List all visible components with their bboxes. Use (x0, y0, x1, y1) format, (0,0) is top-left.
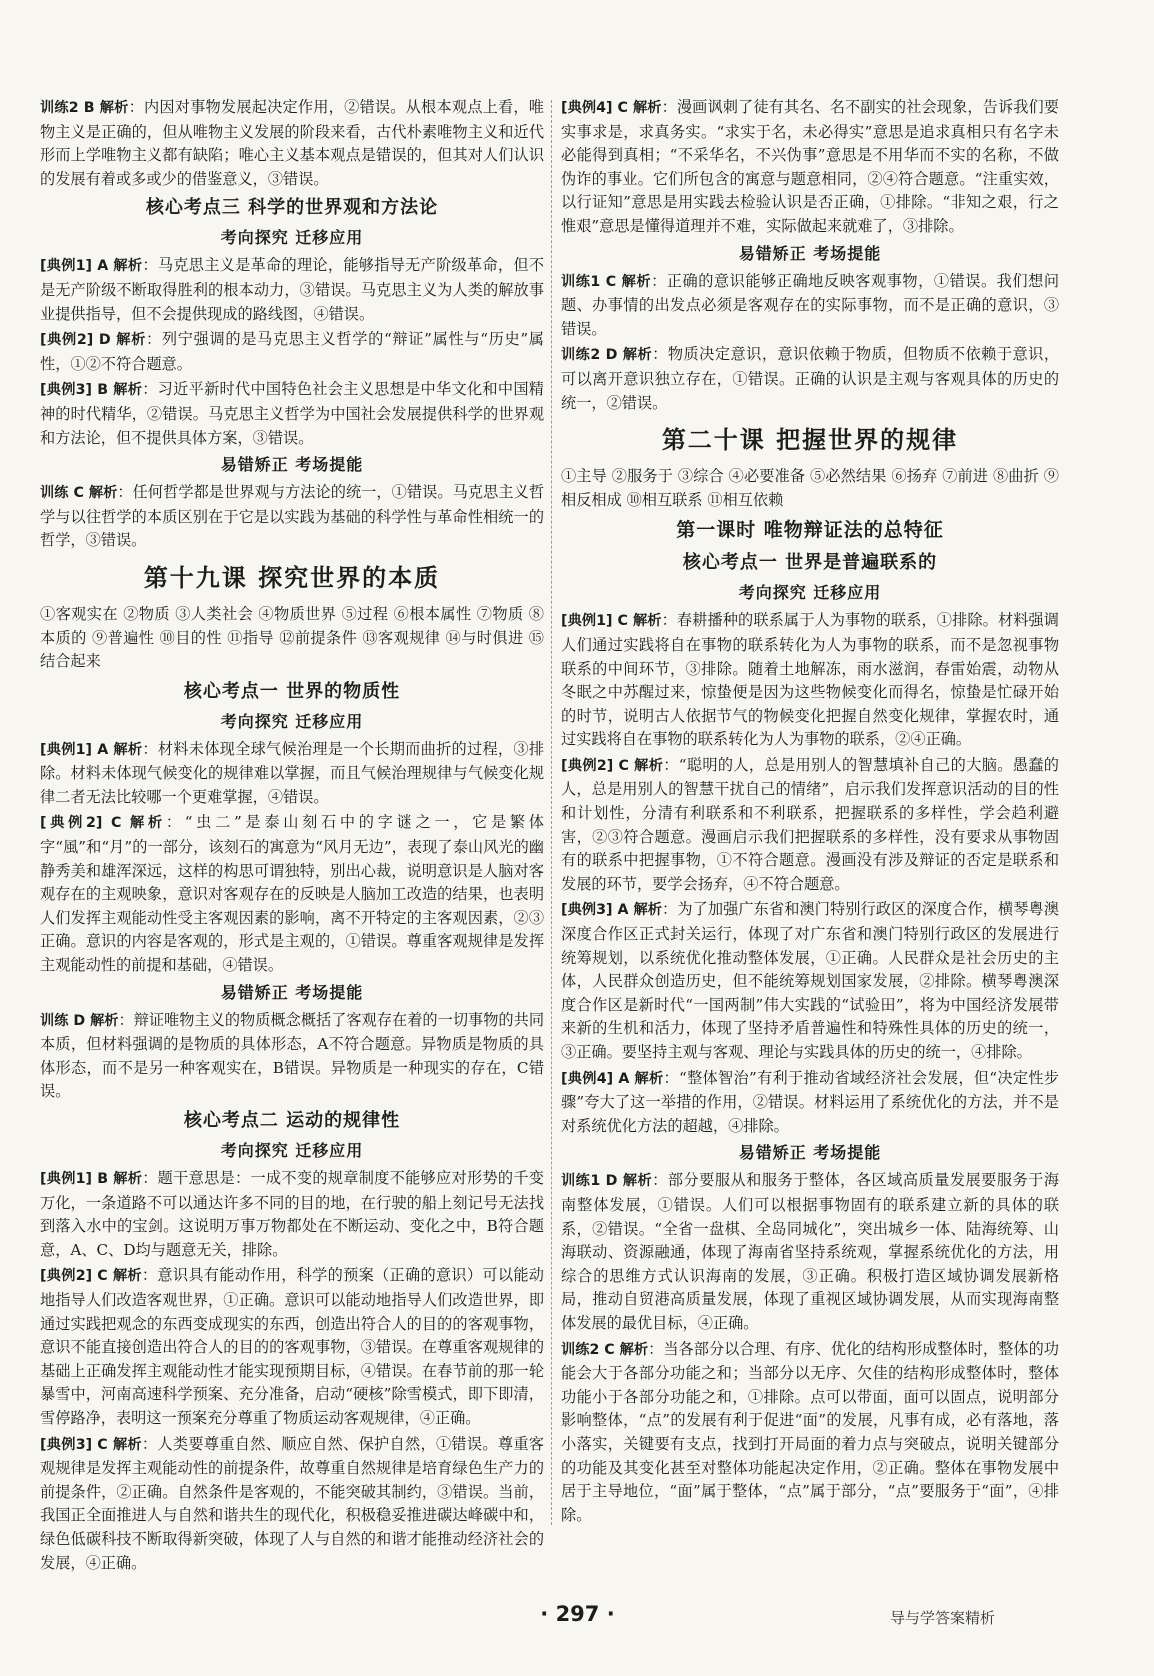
answer-text: ：内因对事物发展起决定作用，②错误。从根本观点上看，唯物主义是正确的，但从唯物主义发展的阶段来看，古代朴素唯物主义和近代形而上学唯物主义都有缺陷；唯心主义基本观点是错误的，但其对人们认识的发展有着或多或少的借鉴意义，③错误。 (40, 98, 544, 188)
left-column (40, 96, 544, 1577)
answer-text: ：列宁强调的是马克思主义哲学的“辩证”属性与“历史”属性，①②不符合题意。 (40, 330, 544, 373)
answer-label: [典例3] C 解析 (40, 1436, 142, 1453)
section-subheading: 易错矫正 考场提能 (220, 455, 364, 475)
example-answer (40, 328, 544, 376)
answer-label: 训练 C 解析 (40, 485, 118, 502)
answer-text: ：“虫二”是泰山刻石中的字谜之一，它是繁体字“風”和“月”的一部分，该刻石的寓意为“风月无边”，表现了泰山风光的幽静秀美和雄浑深远，这样的构思可谓独特，别出心裁，说明意识是人脑对客观存在的主观映象，意识对客观存在的反映是人脑加工改造的结果，也表明人们发挥主观能动性受主客观因素的影响，离不开特定的主客观因素，②③正确。意识的内容是客观的，形式是主观的，①错误。尊重客观规律是发挥主观能动性的前提和基础，④错误。 (40, 813, 544, 975)
answer-text: ：正确的意识能够正确地反映客观事物，①错误。我们想问题、办事情的出发点必须是客观存在的实际事物，而不是正确的意识，③错误。 (561, 271, 1060, 338)
example-answer (40, 378, 544, 450)
answer-label: [典例2] C 解析 (40, 815, 166, 832)
example-answer (561, 96, 1059, 239)
column-divider (551, 100, 552, 1525)
answer-label: [典例1] A 解析 (40, 741, 143, 758)
training-answer (561, 1338, 1059, 1528)
example-answer (40, 811, 544, 977)
answer-label: 训练 D 解析 (40, 1012, 119, 1029)
training-answer (561, 343, 1059, 415)
book-title: 导与学答案精析 (890, 1609, 996, 1627)
section-subheading: 考向探究 迁移应用 (220, 1141, 364, 1160)
answer-text: ：任何哲学都是世界观与方法论的统一，①错误。马克思主义哲学与以往哲学的本质区别在于它是以实践为基础的科学性与革命性相统一的哲学，③错误。 (40, 483, 545, 550)
answer-label: [典例2] D 解析 (40, 332, 146, 349)
section-subheading: 考向探究 迁移应用 (738, 583, 882, 603)
answer-label: [典例3] A 解析 (561, 902, 663, 919)
section-subheading: 考向探究 迁移应用 (220, 711, 364, 731)
example-answer (40, 1433, 544, 1576)
answer-label: 训练1 C 解析 (561, 273, 652, 290)
answer-text: ：漫画讽刺了徒有其名、名不副实的社会现象，告诉我们要实事求是，求真务实。“求实于名，未必得实”意思是追求真相只有名字未必能得到真相；“不采华名，不兴伪事”意思是不用华而不实的名称，不做伪诈的事业。它们所包含的寓意与题意相同，②④符合题意。“注重实效，以行证知”意思是用实践去检验认识是否正确，①排除。“非知之艰，行之惟艰”意思是懂得道理并不难，实际做起来就难了，③排除。 (561, 98, 1059, 235)
answer-label: [典例2] C 解析 (561, 757, 664, 774)
answer-label: [典例3] B 解析 (40, 382, 143, 399)
core-point-heading: 核心考点一 世界是普遍联系的 (682, 552, 938, 574)
fill-in-answers: ①主导 ②服务于 ③综合 ④必要准备 ⑤必然结果 ⑥扬弃 ⑦前进 ⑧曲折 ⑨相反相成 ⑩相互联系 ⑪相互依赖 (561, 467, 1059, 509)
answer-label: [典例4] A 解析 (561, 1070, 664, 1087)
answer-text: ：习近平新时代中国特色社会主义思想是中华文化和中国精神的时代精华，②错误。马克思主义哲学为中国社会发展提供科学的世界观和方法论，但不提供具体方案，③错误。 (40, 380, 544, 447)
training-answer (40, 1009, 544, 1104)
answer-text: ：意识具有能动作用，科学的预案（正确的意识）可以能动地指导人们改造客观世界，①正确。意识可以能动地指导人们改造世界，即通过实践把观念的东西变成现实的东西，创造出符合人的目的的客观事物，意识不能直接创造出符合人的目的的客观事物，③错误。在尊重客观规律的基础上正确发挥主观能动性才能实现预期目标，④错误。在春节前的那一轮暴雪中，河南高速科学预案、充分准备，启动“硬核”除雪模式，即下即清，雪停路净，表明这一预案充分尊重了物质运动客观规律，④正确。 (40, 1266, 544, 1427)
period-title: 第一课时 唯物辩证法的总特征 (676, 519, 944, 542)
answer-label: [典例2] C 解析 (40, 1268, 142, 1285)
example-answer (40, 1167, 544, 1262)
section-subheading: 易错矫正 考场提能 (220, 982, 364, 1002)
answer-text: ：“整体智治”有利于推动省域经济社会发展，但“决定性步骤”夸大了这一举措的作用，②错误。材料运用了系统优化的方法，并不是对系统优化方法的超越，④排除。 (561, 1068, 1060, 1135)
answer-text: ：题干意思是：一成不变的规章制度不能够应对形势的千变万化，一条道路不可以通达许多不同的目的地，在行驶的船上刻记号无法找到落入水中的宝剑。这说明万事万物都处在不断运动、变化之中，B符合题意，A、C、D均与题意无关，排除。 (40, 1169, 544, 1259)
lesson-title: 第二十课 把握世界的规律 (661, 426, 959, 455)
answer-label: 训练2 B 解析 (40, 100, 129, 116)
core-point-heading: 核心考点二 运动的规律性 (183, 1110, 401, 1131)
section-subheading: 考向探究 迁移应用 (220, 228, 364, 248)
section-subheading: 易错矫正 考场提能 (738, 243, 882, 263)
training-answer (561, 270, 1059, 342)
section-subheading: 易错矫正 考场提能 (738, 1143, 882, 1163)
right-column (561, 96, 1059, 1529)
answer-text: ：部分要服从和服务于整体，各区域高质量发展要服务于海南整体发展，①错误。人们可以根据事物固有的联系建立新的具体的联系，②错误。“全省一盘棋、全岛同城化”，突出城乡一体、陆海统筹、山海联动、资源融通，体现了海南省坚持系统观，掌握系统优化的方法，用综合的思维方式认识海南的发展，③正确。积极打造区域协调发展新格局，推动自贸港高质量发展，体现了重视区域协调发展，从而实现海南整体发展的最优目标，④正确。 (561, 1171, 1060, 1332)
example-answer (40, 254, 544, 326)
answer-label: [典例1] B 解析 (40, 1171, 143, 1187)
answer-text: ：“聪明的人，总是用别人的智慧填补自己的大脑。愚蠢的人，总是用别人的智慧干扰自己的情绪”，启示我们发挥意识活动的目的性和计划性，分清有利联系和不利联系，把握联系的多样性，学会趋利避害，②③符合题意。漫画启示我们把握联系的多样性，没有要求从事物固有的联系中把握事物，①不符合题意。漫画没有涉及辩证的否定是联系和发展的环节，要学会扬弃，④不符合题意。 (561, 755, 1059, 893)
example-answer (561, 754, 1059, 897)
core-point-heading: 核心考点三 科学的世界观和方法论 (145, 197, 439, 219)
page-number: · 297 · (540, 1602, 615, 1626)
answer-label: [典例1] A 解析 (40, 258, 143, 275)
training-answer (40, 481, 544, 553)
training-answer (40, 96, 544, 191)
answer-label: [典例4] C 解析 (561, 100, 662, 116)
example-answer (40, 1264, 544, 1430)
answer-text: ：辩证唯物主义的物质概念概括了客观存在着的一切事物的共同本质，但材料强调的是物质的具体形态，A不符合题意。异物质是物质的具体形态，而不是另一种客观实在，B错误。异物质是一种现实的存在，C错误。 (40, 1010, 545, 1101)
example-answer (561, 609, 1059, 752)
answer-label: 训练1 D 解析 (561, 1173, 653, 1190)
answer-label: 训练2 D 解析 (561, 347, 653, 364)
example-answer (40, 738, 544, 810)
answer-text: ：材料未体现全球气候治理是一个长期而曲折的过程，③排除。材料未体现气候变化的规律难以掌握，而且气候治理规律与气候变化规律二者无法比较哪一个更难掌握，④错误。 (40, 739, 545, 806)
answer-label: 训练2 C 解析 (561, 1341, 649, 1358)
answer-text: ：人类要尊重自然、顺应自然、保护自然，①错误。尊重客观规律是发挥主观能动性的前提条件，故尊重自然规律是培育绿色生产力的前提条件，②正确。自然条件是客观的，不能突破其制约，③错误。当前，我国正全面推进人与自然和谐共生的现代化，积极稳妥推进碳达峰碳中和，绿色低碳科技不断取得新突破，体现了人与自然的和谐才能推动经济社会的发展，④正确。 (40, 1434, 544, 1572)
lesson-title: 第十九课 探究世界的本质 (143, 563, 441, 592)
answer-text: ：物质决定意识，意识依赖于物质，但物质不依赖于意识，可以离开意识独立存在，①错误。正确的认识是主观与客观具体的历史的统一，②错误。 (561, 345, 1060, 412)
core-point-heading: 核心考点一 世界的物质性 (183, 680, 401, 702)
example-answer (561, 898, 1059, 1064)
answer-text: ：春耕播种的联系属于人为事物的联系，①排除。材料强调人们通过实践将自在事物的联系转化为人为事物的联系，而不是忽视事物联系的中间环节，③排除。随着土地解冻，雨水滋润，春雷始震，动物从冬眠之中苏醒过来，惊蛰便是因为这些物候变化而得名，惊蛰是忙碌开始的时节，说明古人依据节气的物候变化把握自然变化规律，掌握农时，通过实践将自在事物的联系转化为人为事物的联系，②④正确。 (561, 611, 1059, 749)
answer-text: ：马克思主义是革命的理论，能够指导无产阶级革命，但不是无产阶级不断取得胜利的根本动力，③错误。马克思主义为人类的解放事业提供指导，但不会提供现成的路线图，④错误。 (40, 256, 545, 323)
example-answer (561, 1067, 1059, 1139)
training-answer (561, 1169, 1059, 1335)
answer-label: [典例1] C 解析 (561, 613, 662, 630)
fill-in-answers: ①客观实在 ②物质 ③人类社会 ④物质世界 ⑤过程 ⑥根本属性 ⑦物质 ⑧本质的 ⑨普遍性 ⑩目的性 ⑪指导 ⑫前提条件 ⑬客观规律 ⑭与时俱进 ⑮结合起来 (40, 604, 544, 671)
answer-text: ：为了加强广东省和澳门特别行政区的深度合作，横琴粤澳深度合作区正式封关运行，体现了对广东省和澳门特别行政区的发展进行统筹规划，以系统优化推动整体发展，①正确。人民群众是社会历史的主体，人民群众创造历史，但不能统筹规划国家发展，②排除。横琴粤澳深度合作区是新时代“一国两制”伟大实践的“试验田”，将为中国经济发展带来新的生机和活力，体现了坚持矛盾普遍性和特殊性具体的历史的统一，③正确。要坚持主观与客观、理论与实践具体的历史的统一，④排除。 (561, 900, 1060, 1061)
answer-text: ：当各部分以合理、有序、优化的结构形成整体时，整体的功能会大于各部分功能之和；当部分以无序、欠佳的结构形成整体时，整体功能小于各部分功能之和，①排除。点可以带面，面可以固点，说明部分影响整体，“点”的发展有利于促进“面”的发展，凡事有成，必有落地，落小落实，关键要有支点，找到打开局面的着力点与突破点，说明关键部分的功能及其变化甚至对整体功能起决定作用，②正确。整体在事物发展中居于主导地位，“面”属于整体，“点”属于部分，“点”要服务于“面”，④排除。 (561, 1339, 1059, 1524)
